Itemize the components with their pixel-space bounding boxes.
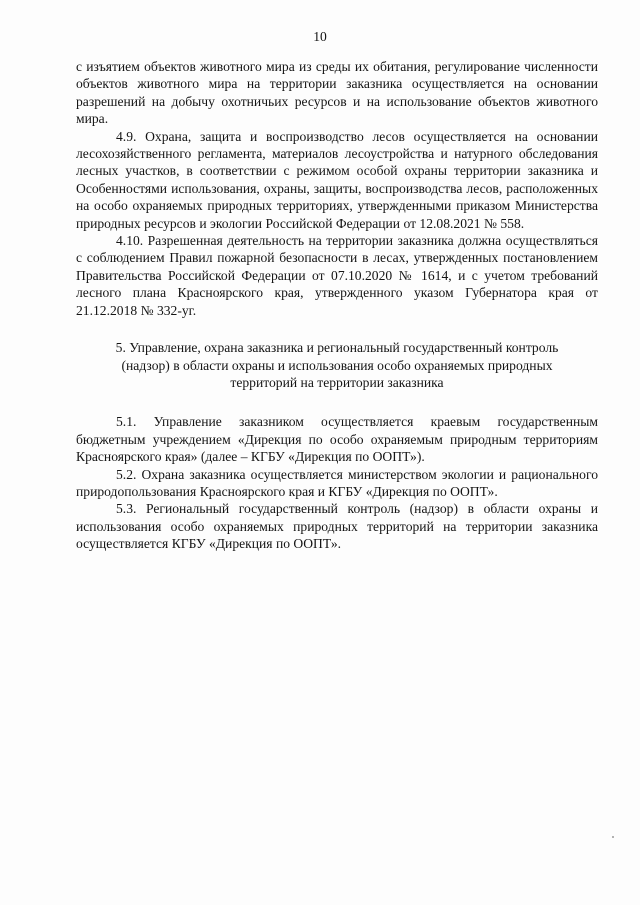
paragraph-5-3: 5.3. Региональный государственный контроль (надзор) в области охраны и использования особо охраняемых природных территорий на территории заказника осуществляется КГБУ «Дирекция по ООПТ».: [76, 501, 598, 552]
section-heading-line: 5. Управление, охрана заказника и региональный государственный контроль: [115, 340, 559, 356]
paragraph-5-2: 5.2. Охрана заказника осуществляется министерством экологии и рационального природопользования Красноярского края и КГБУ «Дирекция по ООПТ».: [76, 466, 598, 499]
section-heading: [76, 339, 598, 391]
page-number: 10: [313, 29, 327, 44]
paragraph-4-9: 4.9. Охрана, защита и воспроизводство лесов осуществляется на основании лесохозяйственного регламента, материалов лесоустройства и натурного обследования лесных участков, в соответствии с режимом особой охраны территории заказника и Особенностями использования, охраны, защиты, воспроизводства лесов, расположенных на особо охраняемых природных территориях, утвержденными приказом Министерства природных ресурсов и экологии Российской Федерации от 12.08.2021 № 558.: [76, 128, 598, 231]
paragraph-4-10: 4.10. Разрешенная деятельность на территории заказника должна осуществляться с соблюдением Правил пожарной безопасности в лесах, утвержденных постановлением Правительства Российской Федерации от 07.10.2020 № 1614, и с учетом требований лесного плана Красноярского края, утвержденного указом Губернатора края от 21.12.2018 № 332-уг.: [76, 233, 598, 318]
paragraph-continued: с изъятием объектов животного мира из среды их обитания, регулирование численности объектов животного мира на территории заказника осуществляется на основании разрешений на добычу охотничьих ресурсов и на использование объектов животного мира.: [76, 59, 598, 127]
paragraph-5-1: 5.1. Управление заказником осуществляется краевым государственным бюджетным учреждением «Дирекция по особо охраняемым природным территориям Красноярского края» (далее – КГБУ «Дирекция по ООПТ»).: [76, 414, 598, 465]
scan-speck: [612, 836, 614, 838]
document-body: [76, 58, 598, 553]
section-heading-line: (надзор) в области охраны и использования особо охраняемых природных: [121, 357, 553, 373]
section-heading-line: территорий на территории заказника: [230, 374, 444, 390]
